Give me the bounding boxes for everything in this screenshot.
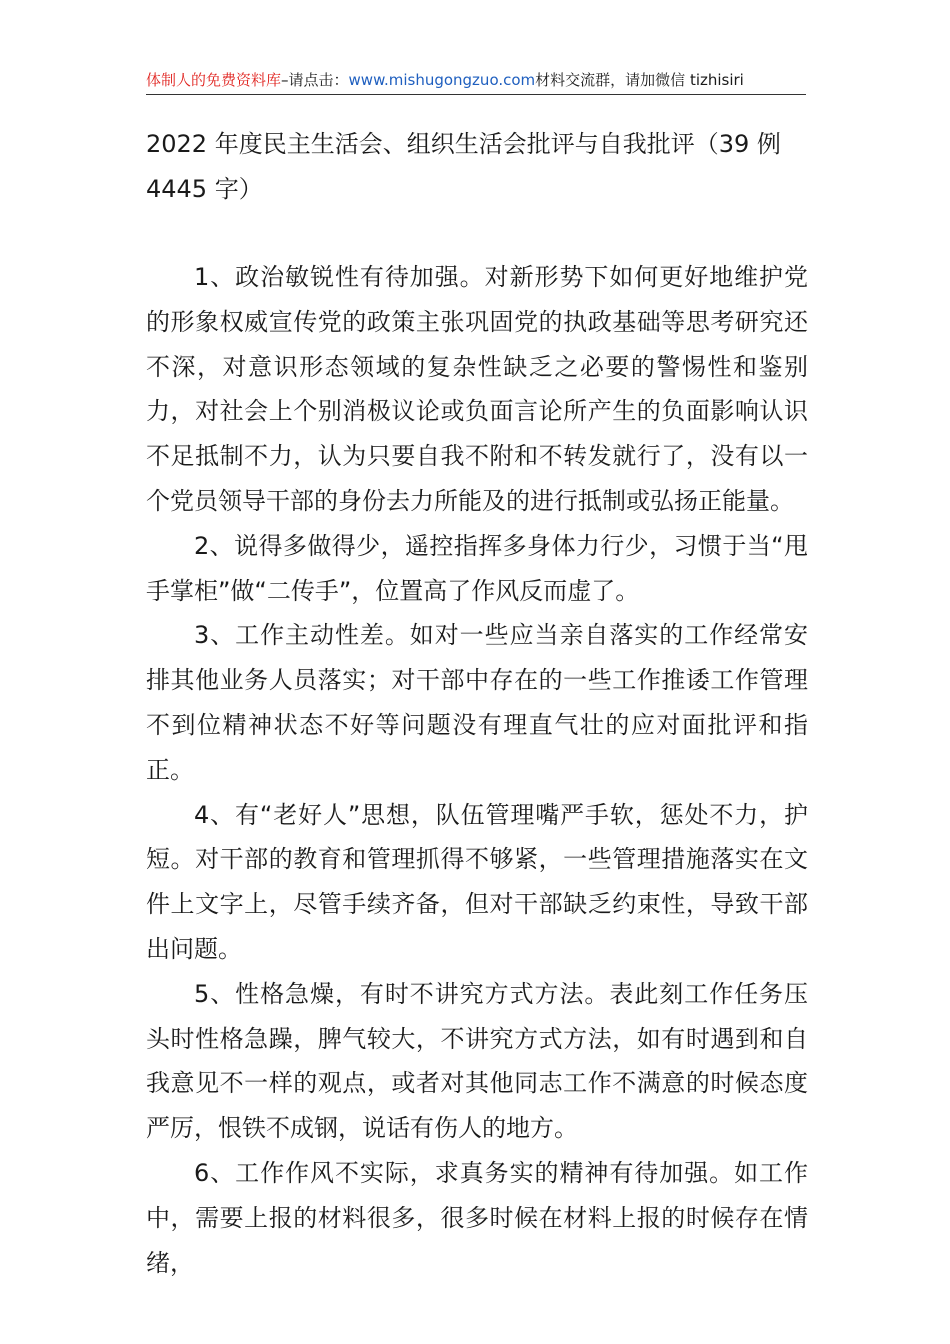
paragraph-3: 3、工作主动性差。如对一些应当亲自落实的工作经常安排其他业务人员落实；对干部中存在的一些工作推诿工作管理不到位精神状态不好等问题没有理直气壮的应对面批评和指正。 — [146, 621, 808, 784]
header-contact: 材料交流群，请加微信 tizhisiri — [535, 71, 744, 89]
paragraph-5: 5、性格急燥，有时不讲究方式方法。表此刻工作任务压头时性格急躁，脾气较大，不讲究方式方法，如有时遇到和自我意见不一样的观点，或者对其他同志工作不满意的时候态度严厉，恨铁不成钢，说话有伤人的地方。 — [146, 979, 808, 1143]
paragraph-1: 1、政治敏锐性有待加强。对新形势下如何更好地维护党的形象权威宣传党的政策主张巩固党的执政基础等思考研究还不深，对意识形态领域的复杂性缺乏之必要的警惕性和鉴别力，对社会上个别消极议论或负面言论所产生的负面影响认识不足抵制不力，认为只要自我不附和不转发就行了，没有以一个党员领导干部的身份去力所能及的进行抵制或弘扬正能量。 — [146, 263, 808, 515]
document-title: 2022 年度民主生活会、组织生活会批评与自我批评（39 例 4445 字） — [146, 130, 781, 203]
document-body — [146, 255, 808, 1285]
paragraph-4: 4、有“老好人”思想，队伍管理嘴严手软，惩处不力，护短。对干部的教育和管理抓得不够紧，一些管理措施落实在文件上文字上，尽管手续齐备，但对干部缺乏约束性，导致干部出问题。 — [146, 800, 808, 963]
paragraph-6: 6、工作作风不实际，求真务实的精神有待加强。如工作中，需要上报的材料很多，很多时候在材料上报的时候存在情绪， — [146, 1158, 808, 1277]
header-brand: 体制人的免费资料库 — [146, 71, 282, 89]
header-prompt: –请点击： — [281, 71, 349, 89]
header-url-link[interactable]: www.mishugongzuo.com — [348, 71, 536, 89]
paragraph-2: 2、说得多做得少，遥控指挥多身体力行少，习惯于当“甩手掌柜”做“二传手”，位置高了作风反而虚了。 — [146, 531, 808, 605]
page-header — [146, 66, 806, 95]
